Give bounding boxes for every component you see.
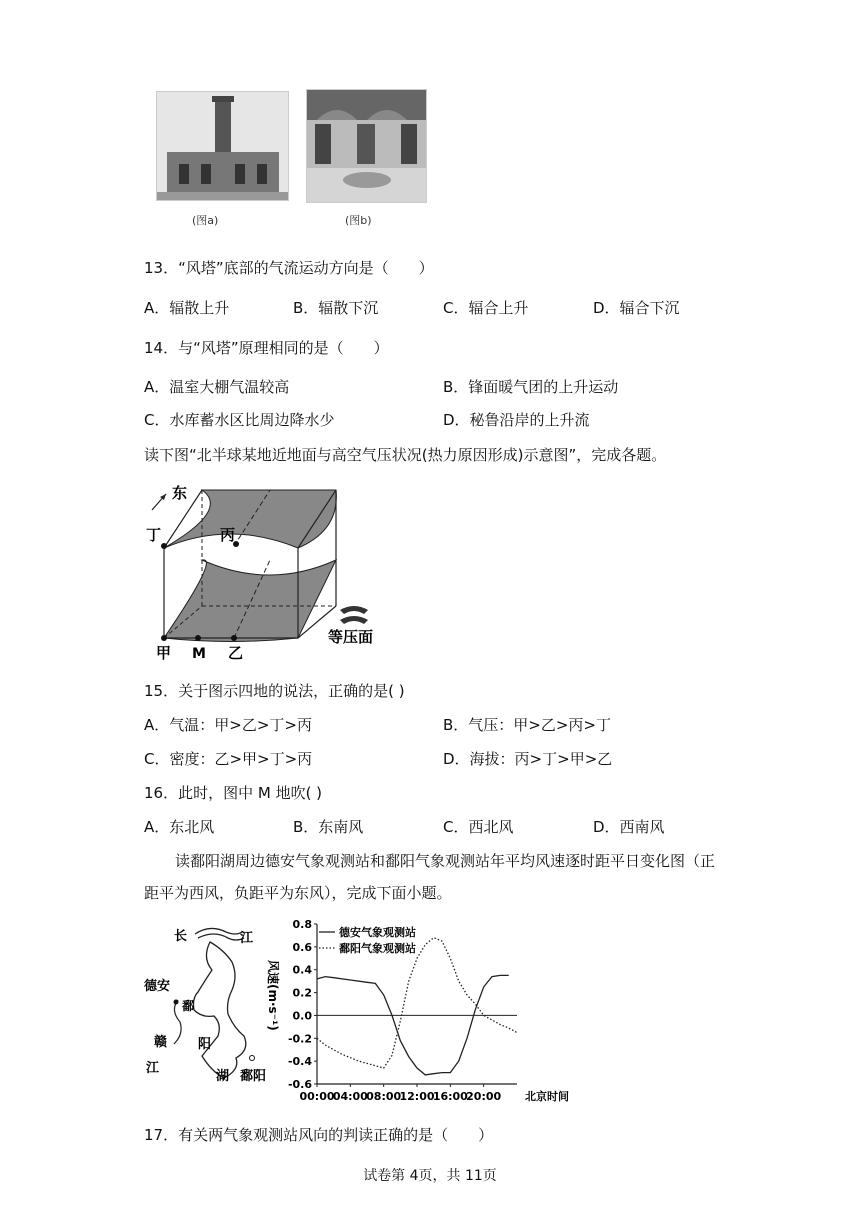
label-jia: 甲 — [156, 644, 172, 660]
q14-option-a: A．温室大棚气温较高 — [144, 378, 290, 396]
q14-option-d: D．秘鲁沿岸的上升流 — [443, 411, 590, 429]
q14-option-c: C．水库蓄水区比周边降水少 — [144, 411, 335, 429]
photo-wind-tower-interior — [306, 89, 427, 203]
label-ding: 丁 — [146, 526, 162, 544]
legend-label: 鄱阳气象观测站 — [339, 942, 416, 955]
q14-option-b: B．锋面暖气团的上升运动 — [443, 378, 619, 396]
chart-ylabel: 风速(m·s⁻¹) — [266, 960, 280, 1031]
intro-pressure-diagram: 读下图“北半球某地近地面与高空气压状况(热力原因形成)示意图”，完成各题。 — [144, 446, 667, 464]
chart-y-tick-label: 0.8 — [292, 918, 312, 931]
q17-stem: 17．有关两气象观测站风向的判读正确的是（ ） — [144, 1126, 494, 1144]
q15-stem: 15．关于图示四地的说法，正确的是( ) — [144, 682, 405, 700]
intro-wind-chart-line2: 距平为西风，负距平为东风），完成下面小题。 — [144, 884, 452, 902]
figure-b-caption: (图b) — [345, 214, 372, 227]
q16-option-a: A．东北风 — [144, 818, 215, 836]
chart-y-tick-label: 0.2 — [292, 986, 312, 1000]
q16-option-b: B．东南风 — [293, 818, 364, 836]
chart-y-tick-label: 0.0 — [292, 1009, 312, 1023]
q14-stem: 14．与“风塔”原理相同的是（ ） — [144, 339, 389, 357]
q15-option-a: A．气温：甲>乙>丁>丙 — [144, 716, 312, 734]
series-line-dean — [317, 975, 509, 1075]
wind-speed-anomaly-chart — [255, 912, 575, 1107]
map-label-jiang: 江 — [240, 931, 254, 946]
q15-option-d: D．海拔：丙>丁>甲>乙 — [443, 750, 613, 768]
q13-option-c: C．辐合上升 — [443, 299, 529, 317]
poyang-station-dot — [250, 1056, 255, 1061]
label-east: 东 — [172, 484, 188, 502]
chart-x-tick-label: 08:00 — [366, 1090, 402, 1103]
map-label-hu: 湖 — [216, 1069, 230, 1084]
chart-y-tick-label: 0.4 — [292, 963, 312, 977]
map-label-dean: 德安 — [144, 979, 171, 994]
q13-option-b: B．辐散下沉 — [293, 299, 379, 317]
chart-y-tick-label: -0.4 — [287, 1055, 312, 1069]
chart-xlabel: 北京时间 — [525, 1090, 569, 1103]
dean-station-dot — [174, 1000, 179, 1005]
chart-y-tick-label: -0.6 — [287, 1078, 312, 1091]
chart-x-tick-label: 20:00 — [466, 1090, 502, 1103]
q13-stem: 13．“风塔”底部的气流运动方向是（ ） — [144, 259, 434, 277]
chart-y-tick-label: 0.6 — [292, 940, 312, 954]
point-jia — [161, 635, 167, 641]
intro-wind-chart-line1: 读鄱阳湖周边德安气象观测站和鄱阳气象观测站年平均风速逐时距平日变化图（正 — [175, 852, 716, 870]
chart-x-tick-label: 12:00 — [399, 1090, 435, 1103]
q16-stem: 16．此时，图中 M 地吹( ) — [144, 784, 323, 802]
q15-option-b: B．气压：甲>乙>丙>丁 — [443, 716, 611, 734]
figure-a-caption: (图a) — [192, 214, 219, 227]
photo-wind-tower-exterior — [156, 91, 289, 201]
pressure-diagram — [140, 480, 390, 660]
map-label-yang: 阳 — [198, 1037, 212, 1052]
q16-option-c: C．西北风 — [443, 818, 514, 836]
map-label-po: 鄱 — [182, 999, 195, 1013]
map-label-jiang2: 江 — [146, 1061, 160, 1076]
label-bing: 丙 — [220, 526, 236, 544]
map-label-poyang: 鄱阳 — [240, 1069, 267, 1084]
label-m: M — [192, 646, 206, 660]
map-label-chang: 长 — [174, 929, 188, 944]
map-label-gan: 赣 — [154, 1035, 168, 1050]
q16-option-d: D．西南风 — [593, 818, 665, 836]
label-yi: 乙 — [228, 644, 244, 660]
q13-option-a: A．辐散上升 — [144, 299, 230, 317]
q13-option-d: D．辐合下沉 — [593, 299, 680, 317]
label-isobar: 等压面 — [328, 628, 374, 646]
chart-x-tick-label: 16:00 — [432, 1090, 468, 1103]
legend-label: 德安气象观测站 — [339, 926, 416, 939]
chart-y-tick-label: -0.2 — [287, 1032, 312, 1046]
point-yi — [231, 635, 237, 641]
point-ding — [161, 543, 167, 549]
chart-x-tick-label: 04:00 — [332, 1090, 368, 1103]
point-m — [195, 635, 201, 641]
chart-x-tick-label: 00:00 — [299, 1090, 335, 1103]
q15-option-c: C．密度：乙>甲>丁>丙 — [144, 750, 313, 768]
series-line-poyang — [317, 938, 517, 1068]
page-footer: 试卷第 4页，共 11页 — [363, 1168, 497, 1184]
